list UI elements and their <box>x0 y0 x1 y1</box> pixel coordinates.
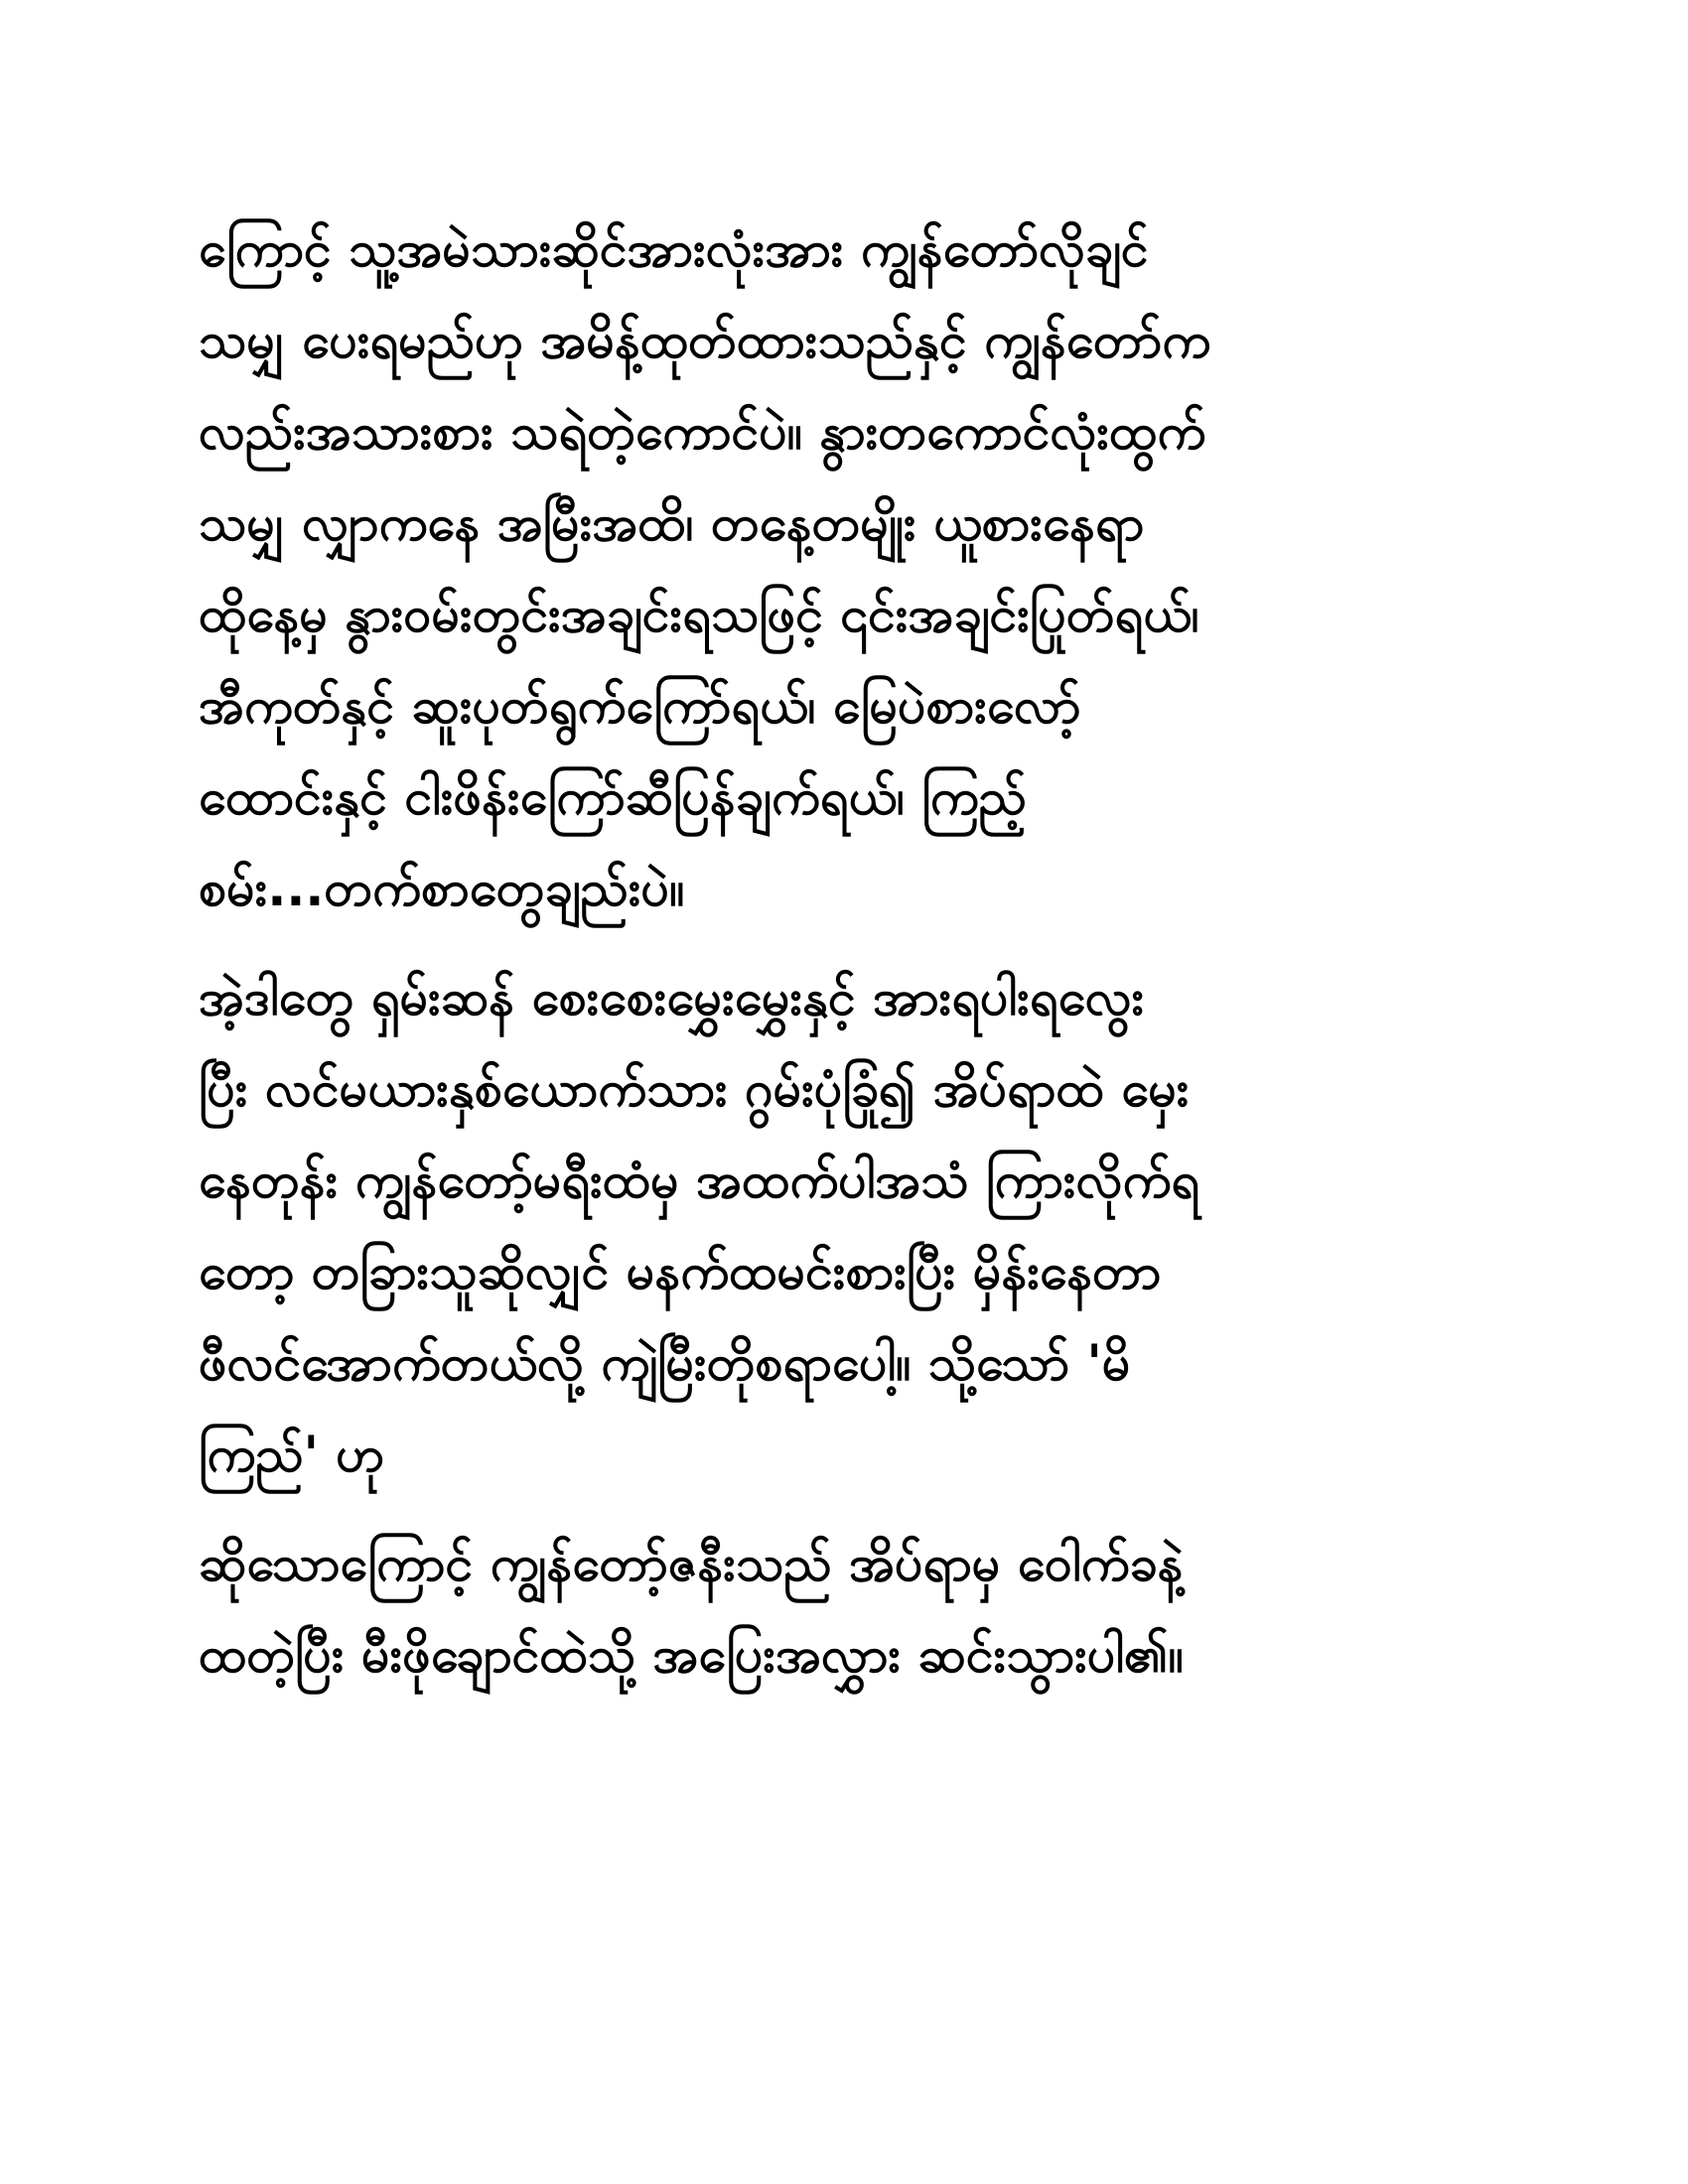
paragraph-1 <box>199 204 1509 934</box>
text-line: သမျှ ပေးရမည်ဟု အမိန့်ထုတ်ထားသည်နှင့် ကျွန်တော်က <box>199 312 1211 369</box>
text-line: တော့ တခြားသူဆိုလျှင် မနက်ထမင်းစားပြီး မှိန်းနေတာ <box>199 1243 1162 1300</box>
body-text <box>199 204 1509 1718</box>
text-line: ဆိုသောကြောင့် ကျွန်တော့်ဇနီးသည် အိပ်ရာမှ ဝေါက်ခနဲ့ <box>199 1535 1184 1592</box>
text-line: စမ်း...တက်စာတွေချည်းပဲ။ <box>199 860 685 917</box>
text-line: ထောင်းနှင့် ငါးဖိန်းကြော်ဆီပြန်ချက်ရယ်၊ ကြည့် <box>199 768 1027 826</box>
text-line: လည်းအသားစား သရဲတဲ့ကောင်ပဲ။ နွားတကောင်လုံးထွက် <box>199 403 1206 461</box>
text-line: အဲ့ဒါတွေ ရှမ်းဆန် စေးစေးမွှေးမွှေးနှင့် အားရပါးရလွေး <box>199 969 1145 1026</box>
text-line: ပြီး လင်မယားနှစ်ယောက်သား ဂွမ်းပုံခြုံ၍ အိပ်ရာထဲ မှေး <box>199 1060 1190 1118</box>
text-line: ထိုနေ့မှ နွားဝမ်းတွင်းအချင်းရသဖြင့် ၎င်းအချင်းပြုတ်ရယ်၊ <box>199 586 1199 643</box>
text-line: ဖီလင်အောက်တယ်လို့ ကျဲမြီးတိုစရာပေါ့။ သို့သော် 'မိ <box>199 1334 1131 1392</box>
text-line: နေတုန်း ကျွန်တော့်မရီးထံမှ အထက်ပါအသံ ကြားလိုက်ရ <box>199 1152 1200 1209</box>
text-line: ကြည်' ဟု <box>199 1426 385 1483</box>
text-line: အီကုတ်နှင့် ဆူးပုတ်ရွက်ကြော်ရယ်၊ မြေပဲစားလော့် <box>199 677 1081 735</box>
paragraph-3 <box>199 1518 1509 1701</box>
text-line: သမျှ လျှာကနေ အမြီးအထိ၊ တနေ့တမျိုး ယူစားနေရာ <box>199 494 1145 552</box>
text-line: ကြောင့် သူ့အမဲသားဆိုင်အားလုံးအား ကျွန်တော်လိုချင် <box>199 220 1149 278</box>
text-line: ထတဲ့ပြီး မီးဖိုချောင်ထဲသို့ အပြေးအလွှား ဆင်းသွားပါ၏။ <box>199 1626 1184 1684</box>
paragraph-2 <box>199 952 1509 1500</box>
